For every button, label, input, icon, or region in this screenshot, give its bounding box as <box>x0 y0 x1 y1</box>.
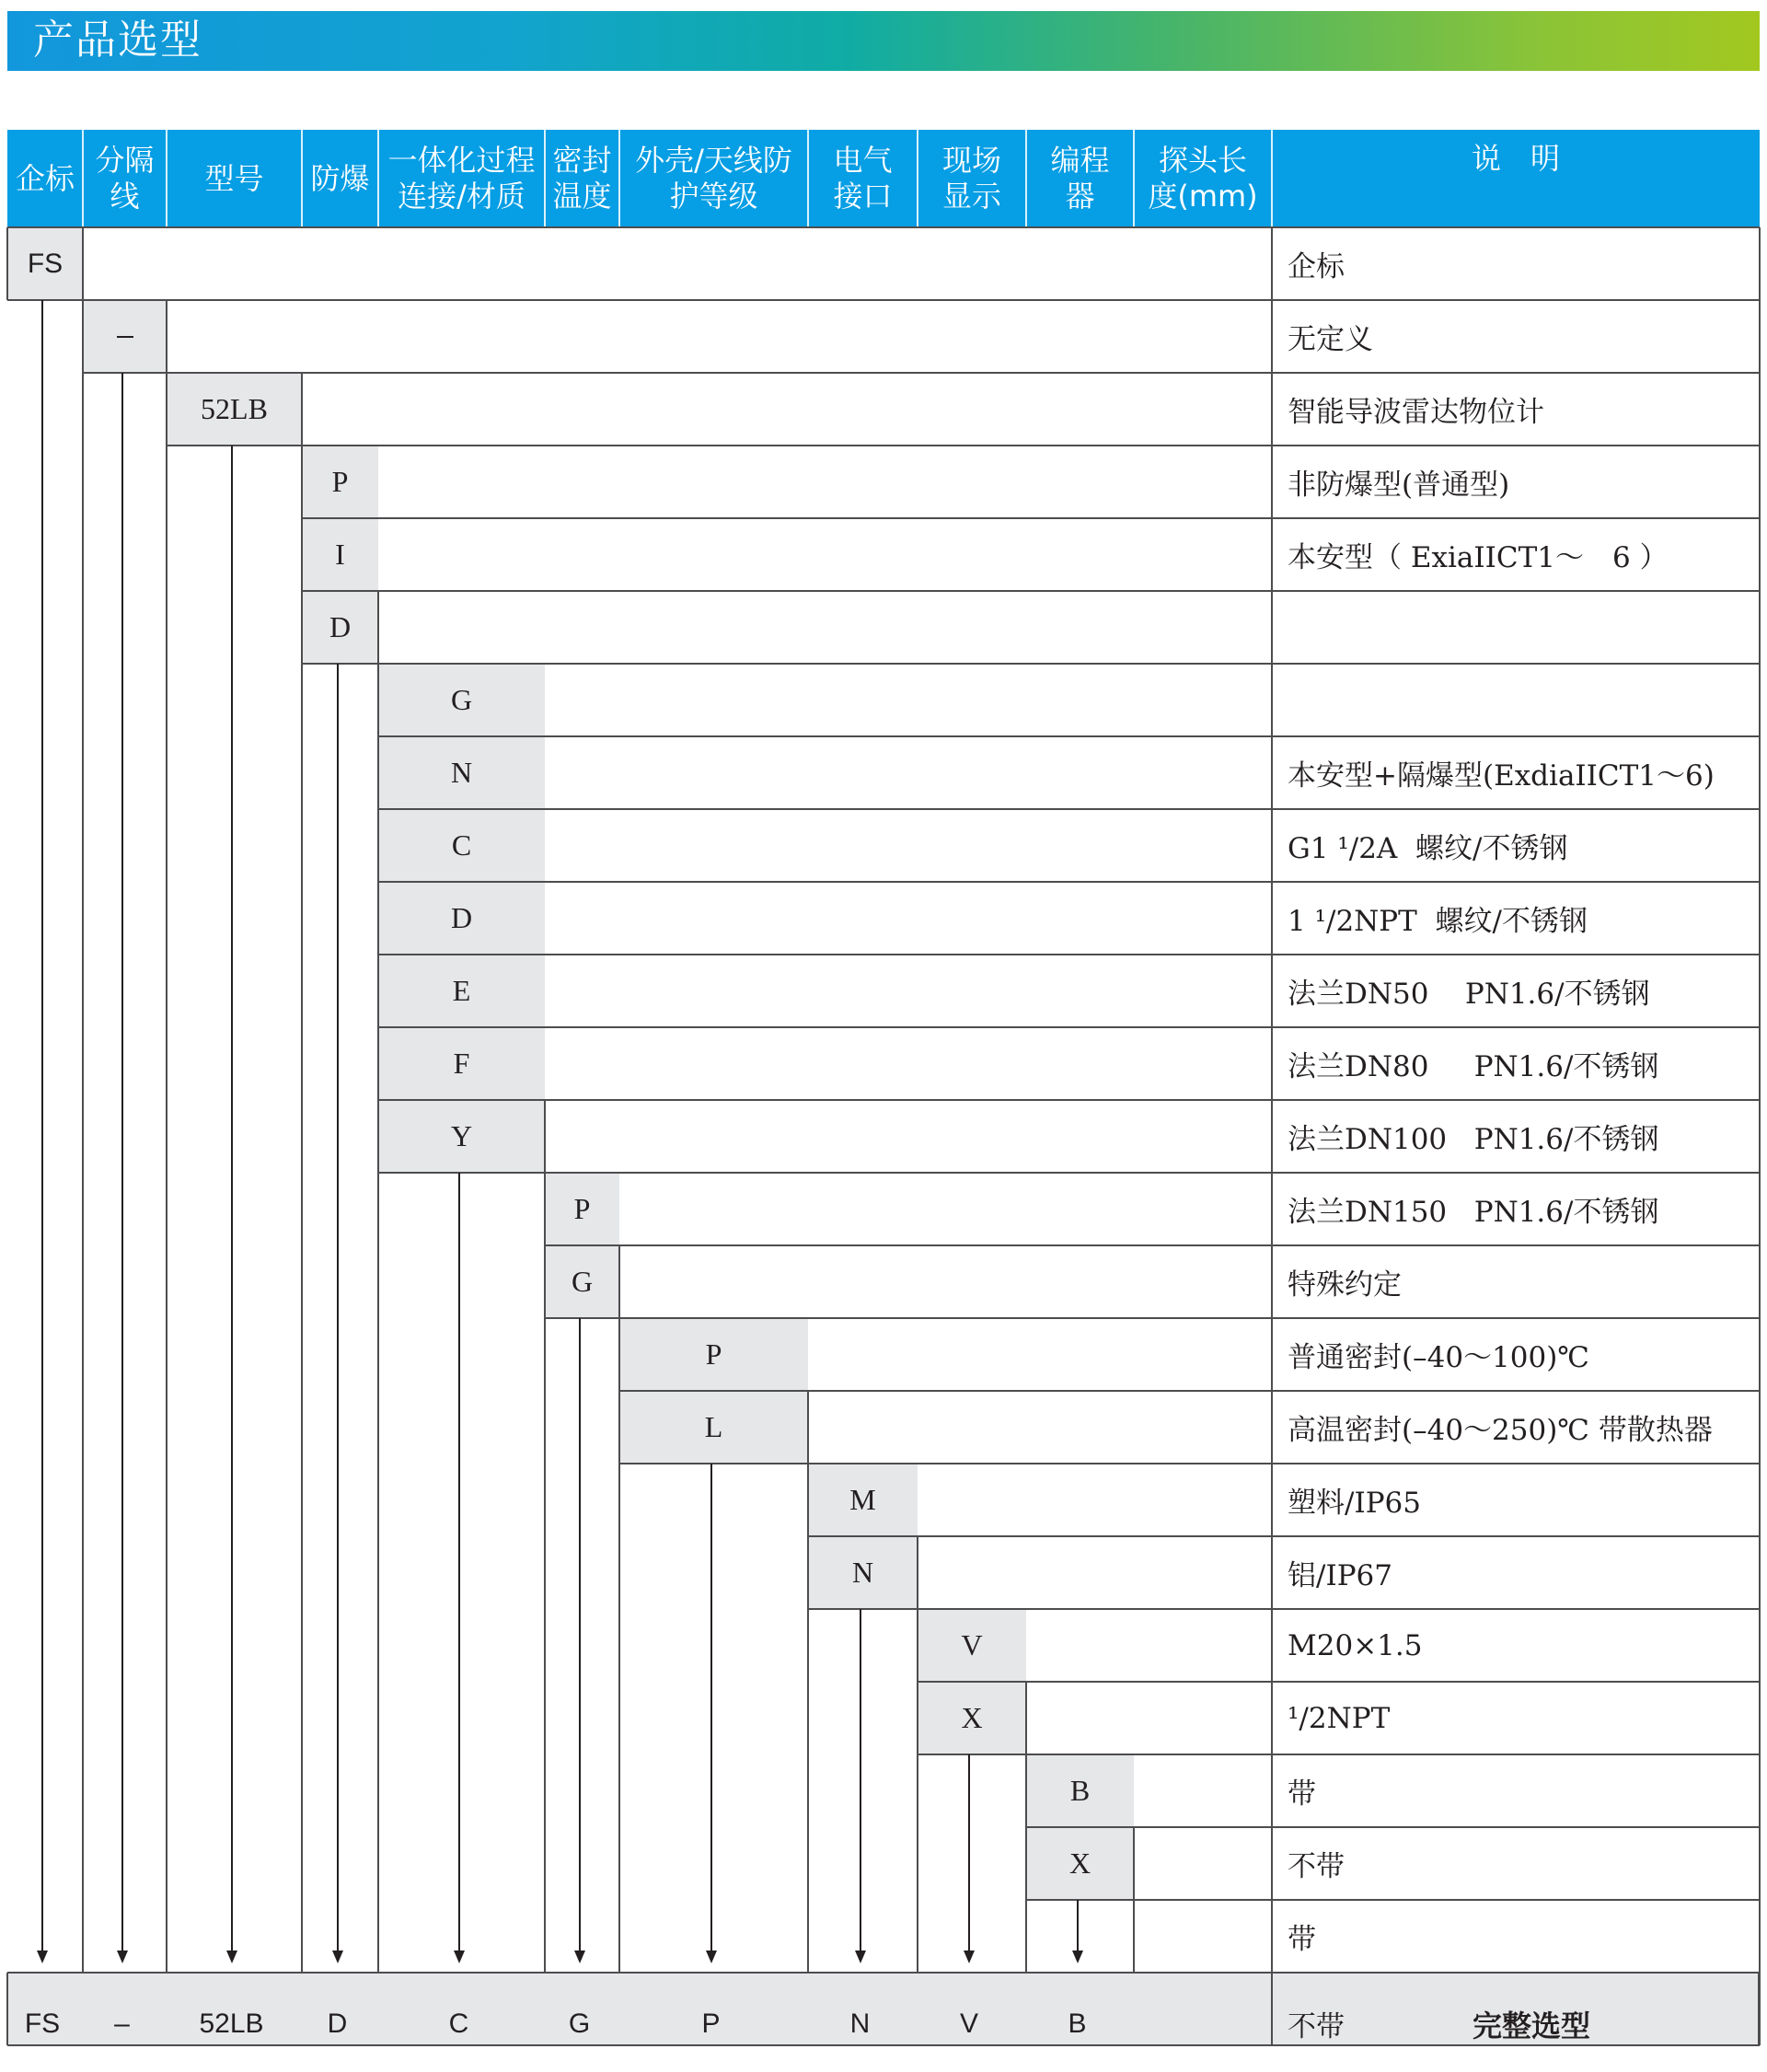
arrow-head-icon <box>226 1950 237 1963</box>
code-value: X <box>1068 1846 1091 1880</box>
description-cell: 塑料/IP65 <box>1288 1487 1421 1520</box>
example-label: 完整选型 <box>1472 2008 1591 2043</box>
description-cell: 本安型（ ExiaIICT1～ 6 ） <box>1288 541 1669 574</box>
header-divider <box>1271 130 1273 227</box>
header-divider <box>917 130 918 227</box>
code-value: 52LB <box>201 392 268 425</box>
code-value: V <box>961 1628 983 1661</box>
description-cell: 法兰DN150 PN1.6/不锈钢 <box>1288 1196 1659 1229</box>
header-probe-length: 探头长 度(mm) <box>1148 143 1258 214</box>
code-value: P <box>573 1192 591 1225</box>
code-value: Y <box>450 1119 473 1152</box>
code-value: G <box>571 1265 594 1298</box>
header-divider <box>544 130 546 227</box>
description-cell: 法兰DN80 PN1.6/不锈钢 <box>1288 1050 1659 1083</box>
code-value: I <box>335 538 345 571</box>
code-value: P <box>331 465 349 498</box>
example-description: 不带 <box>1288 2010 1345 2043</box>
description-cell: 企标 <box>1288 250 1345 284</box>
code-value: E <box>452 974 471 1007</box>
header-programmer: 编程 器 <box>1050 143 1110 214</box>
header-divider <box>301 130 303 227</box>
description-cell: 不带 <box>1288 1850 1345 1883</box>
page-title: 产品选型 <box>33 17 202 64</box>
example-code: G <box>568 2008 591 2039</box>
example-code: B <box>1068 2008 1087 2039</box>
code-value: X <box>961 1701 983 1734</box>
description-cell: 特殊约定 <box>1288 1268 1402 1302</box>
code-value: B <box>1069 1774 1091 1807</box>
header-model: 型号 <box>204 160 264 196</box>
example-code: C <box>448 2008 469 2039</box>
selection-arrow-line <box>860 1609 861 1952</box>
description-cell: 铝/IP67 <box>1288 1559 1392 1592</box>
description-cell: 法兰DN100 PN1.6/不锈钢 <box>1288 1123 1659 1156</box>
example-code: V <box>959 2008 978 2039</box>
description-cell: 无定义 <box>1288 323 1373 356</box>
arrow-head-icon <box>454 1950 465 1963</box>
header-electrical-interface: 电气 接口 <box>833 143 893 214</box>
description-cell <box>1288 664 1757 736</box>
code-value: G <box>450 683 473 716</box>
selection-arrow-line <box>458 1173 460 1952</box>
description-cell: 带 <box>1288 1923 1316 1956</box>
separator-dash <box>117 336 133 338</box>
arrow-head-icon <box>37 1950 48 1963</box>
description-cell: M20×1.5 <box>1288 1628 1423 1662</box>
header-process-connection: 一体化过程 连接/材质 <box>387 143 536 214</box>
description-cell: 1 ¹/2NPT 螺纹/不锈钢 <box>1288 905 1588 938</box>
section-banner <box>7 11 1760 71</box>
code-value: L <box>704 1410 723 1443</box>
selection-arrow-line <box>337 664 339 1952</box>
description-cell: 普通密封(–40～100)℃ <box>1288 1341 1589 1374</box>
header-separator: 分隔 线 <box>95 143 155 214</box>
selection-arrow-line <box>41 300 43 1952</box>
example-code: – <box>114 2008 130 2039</box>
header-local-display: 现场 显示 <box>941 143 1001 214</box>
code-value: N <box>450 756 473 789</box>
description-cell: 带 <box>1288 1777 1316 1811</box>
selection-arrow-line <box>968 1754 970 1952</box>
arrow-head-icon <box>964 1950 975 1963</box>
column-rule <box>82 227 84 1973</box>
header-divider <box>82 130 84 227</box>
header-divider <box>166 130 167 227</box>
header-standard: 企标 <box>15 160 75 196</box>
code-value: F <box>453 1047 470 1080</box>
description-cell: 非防爆型(普通型) <box>1288 469 1510 502</box>
selection-arrow-line <box>1077 1900 1079 1952</box>
arrow-head-icon <box>574 1950 585 1963</box>
column-rule <box>166 300 167 1973</box>
arrow-head-icon <box>332 1950 343 1963</box>
column-rule <box>1271 227 1273 2045</box>
product-selection-table <box>7 130 1760 2060</box>
code-value: FS <box>27 248 64 279</box>
code-value: D <box>450 901 473 934</box>
description-cell <box>1288 591 1757 664</box>
code-value: M <box>849 1483 876 1516</box>
selection-arrow-line <box>710 1464 712 1952</box>
header-divider <box>377 130 379 227</box>
header-divider <box>1025 130 1027 227</box>
arrow-head-icon <box>1072 1950 1083 1963</box>
example-code: D <box>327 2008 348 2039</box>
example-code: N <box>849 2008 871 2039</box>
code-value: N <box>851 1556 874 1589</box>
arrow-head-icon <box>706 1950 717 1963</box>
description-cell: 法兰DN50 PN1.6/不锈钢 <box>1288 978 1650 1011</box>
header-seal-temp: 密封 温度 <box>552 143 612 214</box>
example-code: 52LB <box>199 2008 264 2039</box>
example-code: P <box>701 2008 721 2039</box>
description-cell: 智能导波雷达物位计 <box>1288 396 1544 429</box>
selection-arrow-line <box>121 373 123 1952</box>
column-rule <box>1759 227 1761 2045</box>
header-divider <box>807 130 809 227</box>
arrow-head-icon <box>117 1950 128 1963</box>
code-value: D <box>329 610 352 643</box>
column-rule <box>1758 1973 1760 2045</box>
example-code: FS <box>24 2008 61 2039</box>
selection-arrow-line <box>579 1318 581 1952</box>
selection-arrow-line <box>231 446 233 1952</box>
header-divider <box>618 130 620 227</box>
header-description: 说 明 <box>1471 140 1560 176</box>
header-housing-protection: 外壳/天线防 护等级 <box>635 143 792 214</box>
arrow-head-icon <box>855 1950 866 1963</box>
description-cell: 高温密封(–40～250)℃ 带散热器 <box>1288 1414 1713 1447</box>
header-divider <box>1133 130 1135 227</box>
description-cell: ¹/2NPT <box>1288 1701 1391 1735</box>
description-cell: 本安型+隔爆型(ExdiaIICT1～6) <box>1288 759 1715 793</box>
code-value: P <box>705 1337 722 1371</box>
description-cell: G1 ¹/2A 螺纹/不锈钢 <box>1288 832 1568 865</box>
code-value: C <box>451 828 472 862</box>
header-explosion-proof: 防爆 <box>310 160 370 196</box>
